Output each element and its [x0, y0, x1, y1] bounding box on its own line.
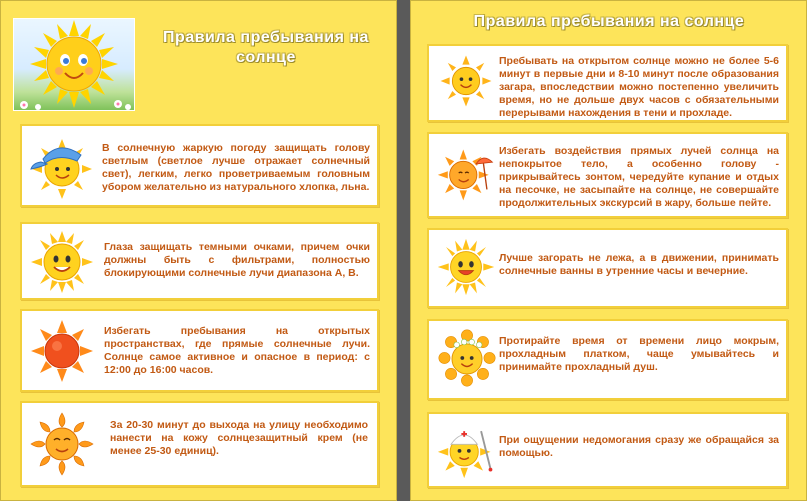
rule-card	[20, 401, 379, 487]
left-page	[0, 0, 397, 501]
smiling-sun-icon	[29, 229, 95, 295]
rule-card	[427, 132, 788, 218]
rule-text: Глаза защищать темными очками, причем очки должны быть с фильтрами, полностью блокирующими солнечные лучи диапазона А, В.	[104, 241, 370, 279]
rule-card	[427, 44, 788, 122]
sun-with-umbrella-icon	[436, 143, 502, 209]
page-title: Правила пребывания на солнце	[473, 13, 745, 30]
rule-text: При ощущении недомогания сразу же обращайся за помощью.	[499, 434, 779, 459]
small-sun-icon	[436, 51, 502, 117]
rule-text: Лучше загорать не лежа, а в движении, принимать солнечные ванны в утренние часы и вечерние.	[499, 252, 779, 277]
rule-text: Протирайте время от времени лицо мокрым, прохладным платком, чаще умывайтесь и принимайте прохладный душ.	[499, 335, 779, 373]
rule-card	[427, 228, 788, 308]
happy-sun-icon	[436, 236, 502, 302]
rule-text: Пребывать на открытом солнце можно не более 5-6 минут в первые дни и 8-10 минут после образования загара, впоследствии можно постепенно увеличить время, но не дольше двух часов с обязательными перерывами нахождения в тени и прохладе.	[499, 55, 779, 119]
big-sun-icon	[14, 19, 135, 111]
rule-card	[20, 222, 379, 300]
page-title: Правила пребывания на солнце	[163, 29, 369, 66]
rule-text: Избегать воздействия прямых лучей солнца на непокрытое тело, а особенно голову - прикрывайтесь зонтом, чередуйте купание и отдых на песочке, не засыпайте на солнце, не совершайте продолжительных экскурсий в жару, больше пейте.	[499, 145, 779, 209]
rule-text: Избегать пребывания на открытых пространствах, где прямые солнечные лучи. Солнце самое активное и опасное в период: с 12:00 до 16:00 часов.	[104, 325, 370, 376]
orange-sun-icon	[29, 411, 95, 477]
red-sun-icon	[29, 318, 95, 384]
rule-text: За 20-30 минут до выхода на улицу необходимо нанести на кожу солнцезащитный крем (не менее 25-30 единиц).	[110, 419, 368, 457]
rule-card	[20, 309, 379, 392]
header-sun-photo	[13, 18, 135, 111]
rule-text: В солнечную жаркую погоду защищать голову светлым (светлое лучше отражает солнечный свет), легким, легко проветриваемым головным убором желательно из натурального хлопка, льна.	[102, 142, 370, 193]
rule-card	[427, 412, 788, 488]
flower-sun-icon	[436, 327, 502, 393]
sun-with-cap-icon	[29, 133, 95, 199]
rule-card	[20, 124, 379, 207]
rule-card	[427, 319, 788, 400]
right-page	[410, 0, 807, 501]
doctor-sun-icon	[436, 418, 502, 484]
